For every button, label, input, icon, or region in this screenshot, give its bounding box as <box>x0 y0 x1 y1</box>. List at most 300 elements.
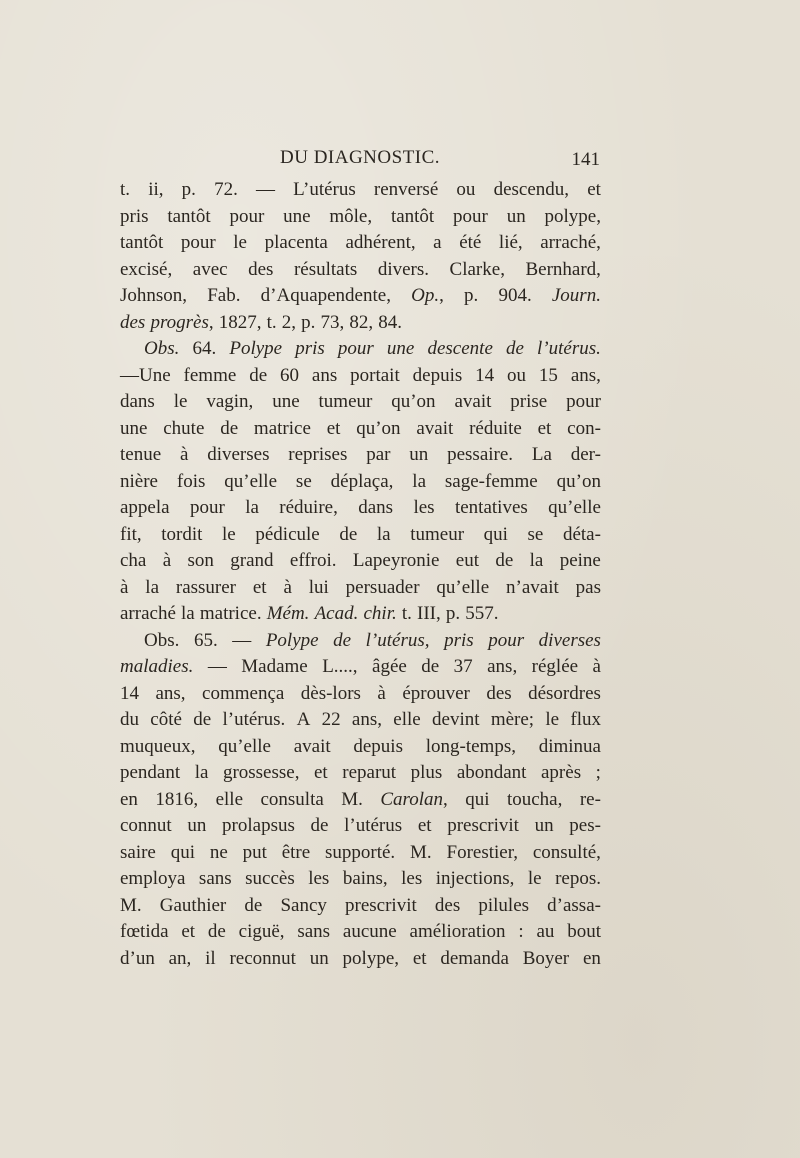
word: 82, <box>349 311 374 333</box>
text-line <box>120 734 601 761</box>
word: pour <box>229 205 265 227</box>
word: M. <box>341 788 363 810</box>
word: saire <box>120 841 156 863</box>
word: t. <box>401 603 412 624</box>
word: renversé <box>373 179 439 200</box>
word: Lapeyronie <box>352 550 440 571</box>
word: progrès, <box>150 311 214 333</box>
word: arraché, <box>540 232 601 253</box>
word: ne <box>209 841 228 863</box>
word: qu’elle <box>224 470 278 492</box>
word: avait <box>416 417 454 439</box>
word: tumeur <box>410 523 465 545</box>
word: : <box>518 921 524 942</box>
text-line <box>120 204 601 231</box>
word: des <box>120 311 146 333</box>
word: supporté. <box>325 841 396 863</box>
body-text <box>120 177 601 972</box>
word: et <box>537 417 552 439</box>
word: p. <box>445 603 461 624</box>
word: qui <box>465 788 490 810</box>
word: —Une <box>120 364 171 386</box>
word: ans, <box>155 682 186 704</box>
word: pessaire. <box>447 444 514 465</box>
word: d’Aquapendente, <box>260 285 391 306</box>
word: depuis <box>412 364 463 386</box>
word: pour <box>180 232 216 253</box>
word: se <box>527 523 544 545</box>
text-line <box>120 522 601 549</box>
word: descente <box>427 338 493 359</box>
text-line <box>120 893 601 920</box>
word: dans <box>120 391 155 412</box>
word: ou <box>507 364 527 386</box>
word: pes- <box>569 815 601 836</box>
word: femme <box>183 364 237 386</box>
word: repos. <box>555 868 601 889</box>
word: bains, <box>342 868 388 889</box>
word: L’utérus <box>293 179 356 200</box>
word: cha <box>120 550 147 571</box>
running-head <box>120 147 600 175</box>
word: de <box>207 921 226 942</box>
word: qu’elle <box>436 576 490 598</box>
word: réduite <box>469 417 522 439</box>
text-line <box>120 760 601 787</box>
word: une <box>120 417 148 439</box>
word: de <box>495 550 514 571</box>
word: à <box>377 682 386 704</box>
word: portait <box>350 364 400 386</box>
word: polype, <box>544 205 601 227</box>
word: qu’on <box>391 391 436 412</box>
word: — <box>255 179 275 200</box>
word: et <box>181 921 196 942</box>
word: eut <box>455 550 479 571</box>
word: 2, <box>281 311 297 333</box>
word: Acad. <box>314 603 359 624</box>
text-line <box>120 575 601 602</box>
word: chir. <box>363 603 397 624</box>
text-line <box>120 919 601 946</box>
word: p. <box>301 311 316 333</box>
word: il <box>205 947 216 969</box>
word: pour <box>453 205 488 227</box>
word: L...., <box>322 656 358 677</box>
text-line <box>120 442 601 469</box>
word: 15 <box>538 364 558 386</box>
word: les <box>413 497 435 518</box>
word: commença <box>202 682 285 704</box>
word: au <box>536 921 555 942</box>
word: de <box>421 656 440 677</box>
word: chute <box>163 417 205 439</box>
word: un <box>506 205 526 227</box>
word: III, <box>417 603 441 624</box>
word: polype, <box>342 947 400 969</box>
word: tordit <box>161 523 203 545</box>
word: Obs. <box>144 338 180 359</box>
word: pour <box>337 338 374 359</box>
word: Polype <box>229 338 283 359</box>
text-line <box>120 628 601 655</box>
word: 65. <box>193 629 218 651</box>
word: la <box>245 497 259 518</box>
word: 37 <box>453 656 473 677</box>
text-line <box>120 389 601 416</box>
text-line <box>120 707 601 734</box>
word: p. <box>181 179 196 200</box>
text-line <box>120 813 601 840</box>
word: la <box>145 576 160 598</box>
text-line <box>120 283 601 310</box>
word: 60 <box>280 364 300 386</box>
page-number: 141 <box>571 149 600 170</box>
word: effroi. <box>289 550 337 571</box>
word: Sancy <box>280 894 327 916</box>
word: matrice. <box>199 603 262 624</box>
word: A <box>296 709 311 730</box>
word: 14 <box>475 364 495 386</box>
word: se <box>295 470 312 492</box>
word: Journ. <box>551 285 601 306</box>
word: persuader <box>345 576 420 598</box>
word: injections, <box>435 868 515 889</box>
word: divers. <box>377 258 430 280</box>
word: placenta <box>264 232 328 253</box>
word: l’utérus. <box>537 338 601 359</box>
word: des <box>434 894 461 916</box>
word: Boyer <box>522 947 570 969</box>
word: le <box>233 232 247 253</box>
word: ; <box>595 762 601 783</box>
word: a <box>433 232 442 253</box>
word: — <box>232 629 252 651</box>
word: 1827, <box>218 311 262 333</box>
word: en <box>120 788 138 810</box>
word: consulté, <box>532 841 601 863</box>
word: des <box>486 682 512 704</box>
text-line <box>120 866 601 893</box>
word: pour <box>566 391 601 412</box>
word: depuis <box>353 735 403 757</box>
word: fois <box>176 470 206 492</box>
word: tantôt <box>167 205 211 227</box>
word: un <box>187 815 207 836</box>
word: p. <box>464 285 479 306</box>
word: le <box>527 868 542 889</box>
word: muqueux, <box>120 735 196 757</box>
word: de <box>310 815 329 836</box>
word: de <box>333 629 352 651</box>
word: dès-lors <box>300 682 361 704</box>
word: un <box>309 947 329 969</box>
word: Clarke, <box>449 258 505 280</box>
word: grossesse, <box>222 762 300 783</box>
word: l’utérus. <box>222 709 286 730</box>
word: de <box>505 338 524 359</box>
word: prescrivit <box>447 815 519 836</box>
word: reconnut <box>229 947 296 969</box>
word: et <box>417 815 432 836</box>
word: le <box>173 391 188 412</box>
word: devint <box>432 709 480 730</box>
word: côté <box>150 709 182 730</box>
word: mère; <box>490 709 535 730</box>
text-line <box>120 230 601 257</box>
word: tumeur <box>318 391 373 412</box>
word: diverses <box>538 629 601 651</box>
word: éprouver <box>402 682 470 704</box>
word: qui <box>170 841 195 863</box>
word: Fab. <box>207 285 241 306</box>
word: 84. <box>378 311 403 333</box>
word: à <box>162 550 172 571</box>
word: fit, <box>120 523 142 545</box>
word: M. <box>120 894 142 916</box>
word: Obs. <box>144 629 180 651</box>
word: elle <box>215 788 244 810</box>
word: ans, <box>351 709 382 730</box>
word: fœtida <box>120 921 169 942</box>
word: 904. <box>498 285 532 306</box>
word: ciguë, <box>238 921 285 942</box>
word: diverses <box>207 444 270 465</box>
word: les <box>308 868 330 889</box>
word: succès <box>245 868 295 889</box>
word: môle, <box>329 205 373 227</box>
word: 73, <box>320 311 345 333</box>
word: après <box>541 762 582 783</box>
word: reprises <box>288 444 348 465</box>
word: connut <box>120 815 172 836</box>
word: une <box>283 205 311 227</box>
word: pas <box>575 576 601 598</box>
word: la <box>529 550 544 571</box>
word: tantôt <box>390 205 435 227</box>
word: le <box>545 709 560 730</box>
word: employa <box>120 868 186 889</box>
text-line <box>120 363 601 390</box>
text-line <box>120 840 601 867</box>
word: d’assa- <box>547 894 601 916</box>
word: plus <box>410 762 443 783</box>
word: arraché <box>120 603 176 624</box>
word: tantôt <box>120 232 164 253</box>
word: toucha, <box>506 788 563 810</box>
word: Forestier, <box>446 841 519 863</box>
word: sans <box>297 921 331 942</box>
word: amélioration <box>409 921 506 942</box>
word: Mém. <box>266 603 310 624</box>
word: Carolan, <box>380 788 448 810</box>
word: sage-femme <box>444 470 538 492</box>
word: un <box>409 444 429 465</box>
word: et <box>314 762 328 783</box>
word: maladies. <box>120 656 194 677</box>
word: ans, <box>570 364 601 386</box>
word: l’utérus <box>344 815 403 836</box>
word: avait <box>454 391 492 412</box>
word: matrice <box>253 417 311 439</box>
word: le <box>222 523 236 545</box>
word: qu’on <box>556 470 601 492</box>
word: à <box>120 576 129 598</box>
word: con- <box>567 417 601 439</box>
text-line <box>120 336 601 363</box>
text-line <box>120 495 601 522</box>
text-line <box>120 946 601 973</box>
word: pendant <box>120 762 181 783</box>
word: n’avait <box>506 576 559 598</box>
word: Bernhard, <box>525 258 601 280</box>
text-line <box>120 654 601 681</box>
word: réglée <box>531 656 579 677</box>
word: prise <box>510 391 548 412</box>
word: de <box>220 417 239 439</box>
word: avec <box>192 258 228 280</box>
word: La <box>531 444 552 465</box>
word: demanda <box>440 947 509 969</box>
word: désordres <box>528 682 601 704</box>
word: 14 <box>120 682 139 704</box>
word: excisé, <box>120 258 173 280</box>
word: à <box>179 444 189 465</box>
word: la <box>412 470 427 492</box>
word: âgée <box>372 656 407 677</box>
word: un <box>534 815 554 836</box>
word: dans <box>358 497 394 518</box>
text-line <box>120 257 601 284</box>
word: la <box>194 762 209 783</box>
word: descendu, <box>493 179 570 200</box>
word: lui <box>308 576 329 598</box>
word: pris <box>295 338 325 359</box>
word: une <box>272 391 300 412</box>
word: 72. <box>214 179 238 200</box>
word: réduire, <box>279 497 338 518</box>
word: M. <box>410 841 432 863</box>
word: prescrivit <box>345 894 417 916</box>
word: nière <box>120 470 158 492</box>
word: qu’elle <box>548 497 601 518</box>
word: qui <box>483 523 508 545</box>
word: déta- <box>562 523 601 545</box>
word: à <box>283 576 292 598</box>
text-line <box>120 787 601 814</box>
word: une <box>386 338 415 359</box>
text-line <box>120 601 601 628</box>
word: des <box>248 258 274 280</box>
word: Polype <box>265 629 319 651</box>
word: pris <box>444 629 474 651</box>
word: et <box>252 576 267 598</box>
word: adhérent, <box>345 232 416 253</box>
word: les <box>401 868 423 889</box>
word: par <box>366 444 391 465</box>
word: Op., <box>411 285 444 306</box>
word: lié, <box>498 232 523 253</box>
word: ii, <box>148 179 164 200</box>
word: grand <box>230 550 274 571</box>
word: Johnson, <box>120 285 188 306</box>
word: de <box>244 894 263 916</box>
word: appela <box>120 497 170 518</box>
word: qu’on <box>356 417 401 439</box>
word: à <box>592 656 601 677</box>
word: et <box>412 947 427 969</box>
word: et <box>587 179 601 200</box>
word: ans <box>311 364 338 386</box>
word: 1816, <box>155 788 199 810</box>
word: du <box>120 709 139 730</box>
word: prolapsus <box>222 815 295 836</box>
word: — <box>207 656 227 677</box>
word: elle <box>393 709 421 730</box>
word: de <box>249 364 268 386</box>
word: an, <box>168 947 192 969</box>
word: résultats <box>293 258 358 280</box>
word: Gauthier <box>159 894 227 916</box>
text-line <box>120 469 601 496</box>
word: t. <box>266 311 277 333</box>
word: 557. <box>465 603 499 624</box>
word: ou <box>456 179 476 200</box>
word: pilules <box>478 894 530 916</box>
word: der- <box>570 444 601 465</box>
word: d’un <box>120 947 155 969</box>
word: abondant <box>456 762 527 783</box>
word: pour <box>488 629 525 651</box>
text-line <box>120 681 601 708</box>
word: rassurer <box>175 576 237 598</box>
word: qu’elle <box>218 735 271 757</box>
word: tenue <box>120 444 162 465</box>
text-line <box>120 310 601 337</box>
running-head-title: DU DIAGNOSTIC. <box>280 147 441 168</box>
word: bout <box>567 921 601 942</box>
word: déplaça, <box>330 470 394 492</box>
word: Madame <box>241 656 308 677</box>
word: t. <box>120 179 131 200</box>
word: pris <box>120 205 149 227</box>
word: de <box>193 709 212 730</box>
word: diminua <box>538 735 601 757</box>
word: son <box>187 550 214 571</box>
word: été <box>459 232 482 253</box>
word: aucune <box>342 921 397 942</box>
word: re- <box>579 788 601 810</box>
word: pour <box>189 497 225 518</box>
word: et <box>326 417 341 439</box>
word: la <box>376 523 391 545</box>
word: put <box>242 841 267 863</box>
word: flux <box>570 709 601 730</box>
word: tentatives <box>454 497 528 518</box>
text-line <box>120 548 601 575</box>
word: 64. <box>192 338 217 359</box>
word: reparut <box>342 762 397 783</box>
word: en <box>582 947 601 969</box>
word: peine <box>559 550 601 571</box>
word: de <box>339 523 358 545</box>
word: l’utérus, <box>365 629 430 651</box>
word: avait <box>293 735 331 757</box>
word: être <box>281 841 311 863</box>
word: 22 <box>321 709 341 730</box>
word: vagin, <box>206 391 254 412</box>
word: consulta <box>260 788 324 810</box>
